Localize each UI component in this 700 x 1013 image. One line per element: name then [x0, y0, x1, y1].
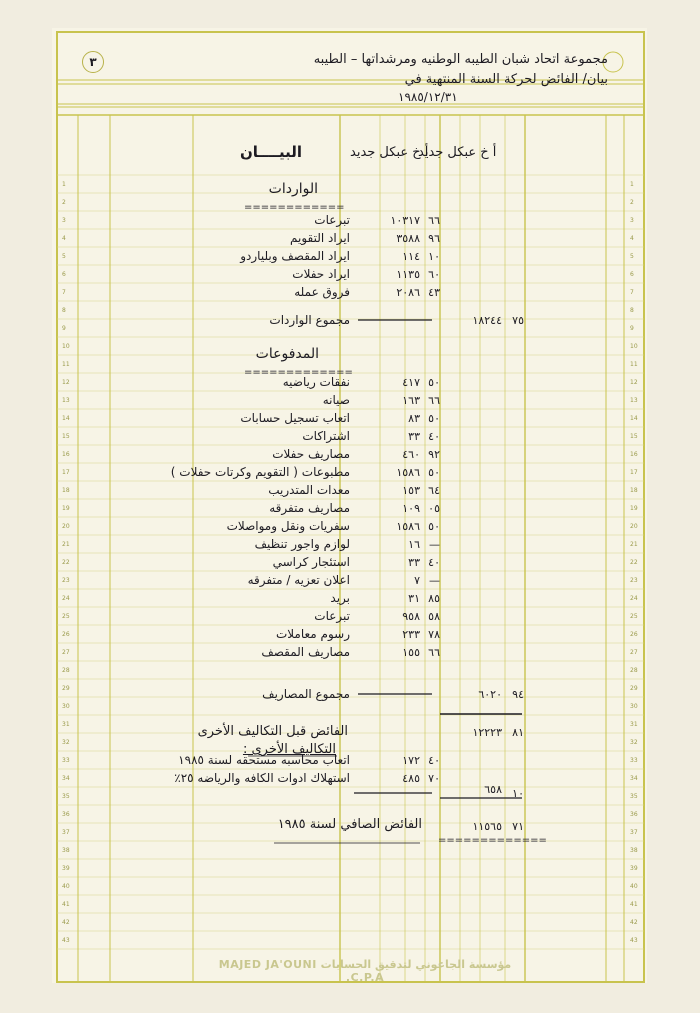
revenues-total-label: مجموع الواردات — [269, 313, 350, 327]
row-number-left: 1 — [62, 181, 66, 188]
payment-row-fils: ٤٠ — [428, 430, 440, 443]
revenue-row-dinars: ١١٣٥ — [396, 268, 420, 281]
surplus-before-dinars: ١٢٢٢٣ — [472, 726, 502, 739]
row-number-right: 25 — [630, 613, 638, 620]
payment-row-dinars: ٣١ — [408, 592, 420, 605]
other-costs-total-fils: ١٠ — [512, 787, 524, 800]
row-number-right: 20 — [630, 523, 638, 530]
row-number-right: 9 — [630, 325, 634, 332]
revenue-row-fils: ٦٦ — [428, 214, 440, 227]
row-number-left: 5 — [62, 253, 66, 260]
row-number-right: 21 — [630, 541, 638, 548]
row-number-right: 34 — [630, 775, 638, 782]
payment-row-dinars: ٣٣ — [408, 556, 420, 569]
revenues-rule: ============ — [244, 202, 345, 213]
revenue-row-fils: ٤٣ — [428, 286, 440, 299]
payments-total-label: مجموع المصاريف — [262, 687, 350, 701]
row-number-right: 35 — [630, 793, 638, 800]
row-number-left: 14 — [62, 415, 70, 422]
revenue-row-fils: ٦٠ — [428, 268, 440, 281]
row-number-right: 11 — [630, 361, 638, 368]
payment-row-fils: — — [429, 538, 440, 551]
payment-row-label: مطبوعات ( التقويم وكرتات حفلات ) — [170, 465, 350, 479]
row-number-right: 23 — [630, 577, 638, 584]
payment-row-dinars: ٩٥٨ — [402, 610, 420, 623]
payment-row-dinars: ٣٣ — [408, 430, 420, 443]
row-number-right: 14 — [630, 415, 638, 422]
row-number-left: 23 — [62, 577, 70, 584]
payment-row-fils: ٠٥ — [428, 502, 440, 515]
row-number-right: 1 — [630, 181, 634, 188]
revenues-title: الواردات — [268, 181, 318, 197]
row-number-right: 30 — [630, 703, 638, 710]
payment-row-fils: ٦٦ — [428, 394, 440, 407]
payments-title: المدفوعات — [255, 346, 319, 362]
row-number-right: 3 — [630, 217, 634, 224]
column-heading-left: أ خ عبكل جديد — [350, 145, 429, 160]
other-cost-row-fils: ٤٠ — [428, 754, 440, 767]
payment-row-fils: ٨٥ — [428, 592, 440, 605]
payment-row-dinars: ٧ — [414, 574, 420, 587]
revenue-row-label: فروق عمله — [294, 285, 350, 299]
row-number-left: 42 — [62, 919, 70, 926]
row-number-left: 21 — [62, 541, 70, 548]
payment-row-fils: ٥٠ — [428, 466, 440, 479]
net-surplus-rule: ============= — [438, 835, 547, 846]
row-number-right: 19 — [630, 505, 638, 512]
row-number-left: 24 — [62, 595, 70, 602]
row-number-left: 17 — [62, 469, 70, 476]
other-costs-total-dinars: ٦٥٨ — [484, 783, 502, 796]
other-cost-row-dinars: ٤٨٥ — [402, 772, 420, 785]
row-number-right: 31 — [630, 721, 638, 728]
row-number-left: 32 — [62, 739, 70, 746]
row-number-left: 15 — [62, 433, 70, 440]
payment-row-dinars: ٤١٧ — [402, 376, 420, 389]
row-number-right: 37 — [630, 829, 638, 836]
row-number-left: 43 — [62, 937, 70, 944]
revenue-row-label: تبرعات — [314, 213, 350, 227]
row-number-right: 29 — [630, 685, 638, 692]
page-number: ٣ — [82, 51, 104, 73]
row-number-right: 22 — [630, 559, 638, 566]
row-number-left: 27 — [62, 649, 70, 656]
row-number-left: 29 — [62, 685, 70, 692]
row-number-left: 26 — [62, 631, 70, 638]
row-number-right: 5 — [630, 253, 634, 260]
row-number-left: 33 — [62, 757, 70, 764]
row-number-right: 24 — [630, 595, 638, 602]
row-number-right: 26 — [630, 631, 638, 638]
row-number-left: 6 — [62, 271, 66, 278]
row-number-right: 18 — [630, 487, 638, 494]
row-number-right: 32 — [630, 739, 638, 746]
row-number-right: 33 — [630, 757, 638, 764]
payment-row-label: سفريات ونقل ومواصلات — [226, 519, 350, 533]
row-number-left: 41 — [62, 901, 70, 908]
row-number-left: 28 — [62, 667, 70, 674]
row-number-right: 40 — [630, 883, 638, 890]
row-number-left: 13 — [62, 397, 70, 404]
row-number-right: 42 — [630, 919, 638, 926]
payment-row-label: مصاريف حفلات — [272, 447, 350, 461]
revenue-row-dinars: ١١٤ — [402, 250, 420, 263]
revenue-row-fils: ٩٦ — [428, 232, 440, 245]
payment-row-dinars: ٨٣ — [408, 412, 420, 425]
other-cost-row-fils: ٧٠ — [428, 772, 440, 785]
row-number-left: 39 — [62, 865, 70, 872]
payment-row-dinars: ١٠٩ — [402, 502, 420, 515]
payment-row-dinars: ١٦٣ — [402, 394, 420, 407]
row-number-right: 4 — [630, 235, 634, 242]
row-number-left: 34 — [62, 775, 70, 782]
row-number-right: 8 — [630, 307, 634, 314]
row-number-left: 36 — [62, 811, 70, 818]
row-number-left: 38 — [62, 847, 70, 854]
row-number-right: 16 — [630, 451, 638, 458]
row-number-right: 41 — [630, 901, 638, 908]
payment-row-label: مصاريف المقصف — [261, 645, 350, 659]
header-statement: بيان/ الفائض لحركة السنة المنتهية في — [404, 72, 608, 87]
other-cost-row-dinars: ١٧٢ — [402, 754, 420, 767]
revenues-total-dinars: ١٨٢٤٤ — [472, 314, 502, 327]
row-number-left: 22 — [62, 559, 70, 566]
payment-row-label: رسوم معاملات — [275, 627, 350, 641]
row-number-right: 10 — [630, 343, 638, 350]
row-number-left: 18 — [62, 487, 70, 494]
payment-row-label: اعلان تعزيه / متفرقه — [247, 573, 350, 587]
row-number-left: 4 — [62, 235, 66, 242]
row-number-right: 43 — [630, 937, 638, 944]
row-number-left: 20 — [62, 523, 70, 530]
revenue-row-dinars: ٣٥٨٨ — [396, 232, 420, 245]
row-number-left: 19 — [62, 505, 70, 512]
other-cost-row-label: استهلاك ادوات الكافه والرياضه ٢٥٪ — [174, 771, 350, 785]
revenue-row-fils: ١٠ — [428, 250, 440, 263]
revenue-row-label: ايراد المقصف وبلياردو — [240, 249, 350, 263]
payments-rule: ============= — [244, 367, 353, 378]
payment-row-fils: ٥٠ — [428, 520, 440, 533]
payment-row-fils: ٩٢ — [428, 448, 440, 461]
row-number-left: 16 — [62, 451, 70, 458]
auditor-footer: مؤسسة الجاعوني لتدقيق الحسابات MAJED JA'OUNI C.P.A. — [218, 958, 512, 984]
payment-row-fils: — — [429, 574, 440, 587]
payment-row-label: استئجار كراسي — [272, 555, 350, 569]
payment-row-label: معدات المتدريب — [268, 483, 350, 497]
revenue-row-label: ايراد حفلات — [292, 267, 350, 281]
payment-row-dinars: ٢٣٣ — [402, 628, 420, 641]
row-number-left: 11 — [62, 361, 70, 368]
row-number-left: 30 — [62, 703, 70, 710]
revenue-row-label: ايراد التقويم — [290, 231, 350, 245]
row-number-right: 12 — [630, 379, 638, 386]
payment-row-label: تبرعات — [314, 609, 350, 623]
row-number-left: 8 — [62, 307, 66, 314]
row-number-right: 6 — [630, 271, 634, 278]
row-number-right: 36 — [630, 811, 638, 818]
row-number-left: 9 — [62, 325, 66, 332]
payment-row-label: لوازم واجور تنظيف — [254, 537, 350, 551]
row-number-left: 40 — [62, 883, 70, 890]
sheet-border — [57, 32, 644, 982]
payment-row-label: مصاريف متفرقه — [269, 501, 350, 515]
payment-row-label: بريد — [330, 591, 350, 605]
payment-row-fils: ٦٦ — [428, 646, 440, 659]
revenue-row-dinars: ٢٠٨٦ — [396, 286, 420, 299]
payment-row-fils: ٦٤ — [428, 484, 440, 497]
net-surplus-dinars: ١١٥٦٥ — [472, 820, 502, 833]
payment-row-fils: ٥٠ — [428, 412, 440, 425]
row-number-left: 2 — [62, 199, 66, 206]
row-number-left: 25 — [62, 613, 70, 620]
payment-row-fils: ٤٠ — [428, 556, 440, 569]
payments-total-dinars: ٦٠٢٠ — [478, 688, 502, 701]
row-number-right: 38 — [630, 847, 638, 854]
payment-row-dinars: ١٥٨٦ — [396, 520, 420, 533]
payment-row-dinars: ١٥٥ — [402, 646, 420, 659]
row-number-right: 15 — [630, 433, 638, 440]
surplus-before-fils: ٨١ — [512, 726, 524, 739]
payment-row-label: صيانه — [322, 393, 350, 407]
row-number-right: 17 — [630, 469, 638, 476]
row-number-left: 31 — [62, 721, 70, 728]
other-cost-row-label: اتعاب محاسبه مستحقه لسنة ١٩٨٥ — [178, 753, 350, 767]
payment-row-fils: ٧٨ — [428, 628, 440, 641]
revenue-row-dinars: ١٠٣١٧ — [390, 214, 420, 227]
column-heading-right: أ خ عبكل جديد — [418, 145, 497, 160]
row-number-right: 39 — [630, 865, 638, 872]
row-number-left: 7 — [62, 289, 66, 296]
row-number-right: 2 — [630, 199, 634, 206]
other-costs-title: التكاليف الأخرى : — [242, 742, 336, 757]
surplus-before-label: الفائض قبل التكاليف الأخرى — [197, 724, 348, 739]
net-surplus-label: الفائض الصافي لسنة ١٩٨٥ — [277, 817, 422, 832]
row-number-left: 10 — [62, 343, 70, 350]
header-date: ١٩٨٥/١٢/٣١ — [398, 90, 458, 104]
payment-row-label: اشتراكات — [302, 429, 350, 443]
row-number-left: 35 — [62, 793, 70, 800]
row-number-right: 7 — [630, 289, 634, 296]
row-number-right: 27 — [630, 649, 638, 656]
row-number-left: 3 — [62, 217, 66, 224]
header-organization: مجموعة اتحاد شبان الطيبه الوطنيه ومرشداتها – الطيبه — [313, 52, 608, 67]
row-number-left: 37 — [62, 829, 70, 836]
payment-row-dinars: ٤٦٠ — [402, 448, 420, 461]
payment-row-fils: ٥٨ — [428, 610, 440, 623]
payment-row-dinars: ١٥٨٦ — [396, 466, 420, 479]
payment-row-label: نفقات رياضيه — [282, 375, 350, 389]
payment-row-dinars: ١٥٣ — [402, 484, 420, 497]
payment-row-label: اتعاب تسجيل حسابات — [240, 411, 350, 425]
net-surplus-fils: ٧١ — [512, 820, 524, 833]
payment-row-fils: ٥٠ — [428, 376, 440, 389]
payments-total-fils: ٩٤ — [512, 688, 524, 701]
description-heading: البيــــان — [240, 143, 302, 161]
row-number-right: 28 — [630, 667, 638, 674]
revenues-total-fils: ٧٥ — [512, 314, 524, 327]
payment-row-dinars: ١٦ — [408, 538, 420, 551]
row-number-left: 12 — [62, 379, 70, 386]
row-number-right: 13 — [630, 397, 638, 404]
